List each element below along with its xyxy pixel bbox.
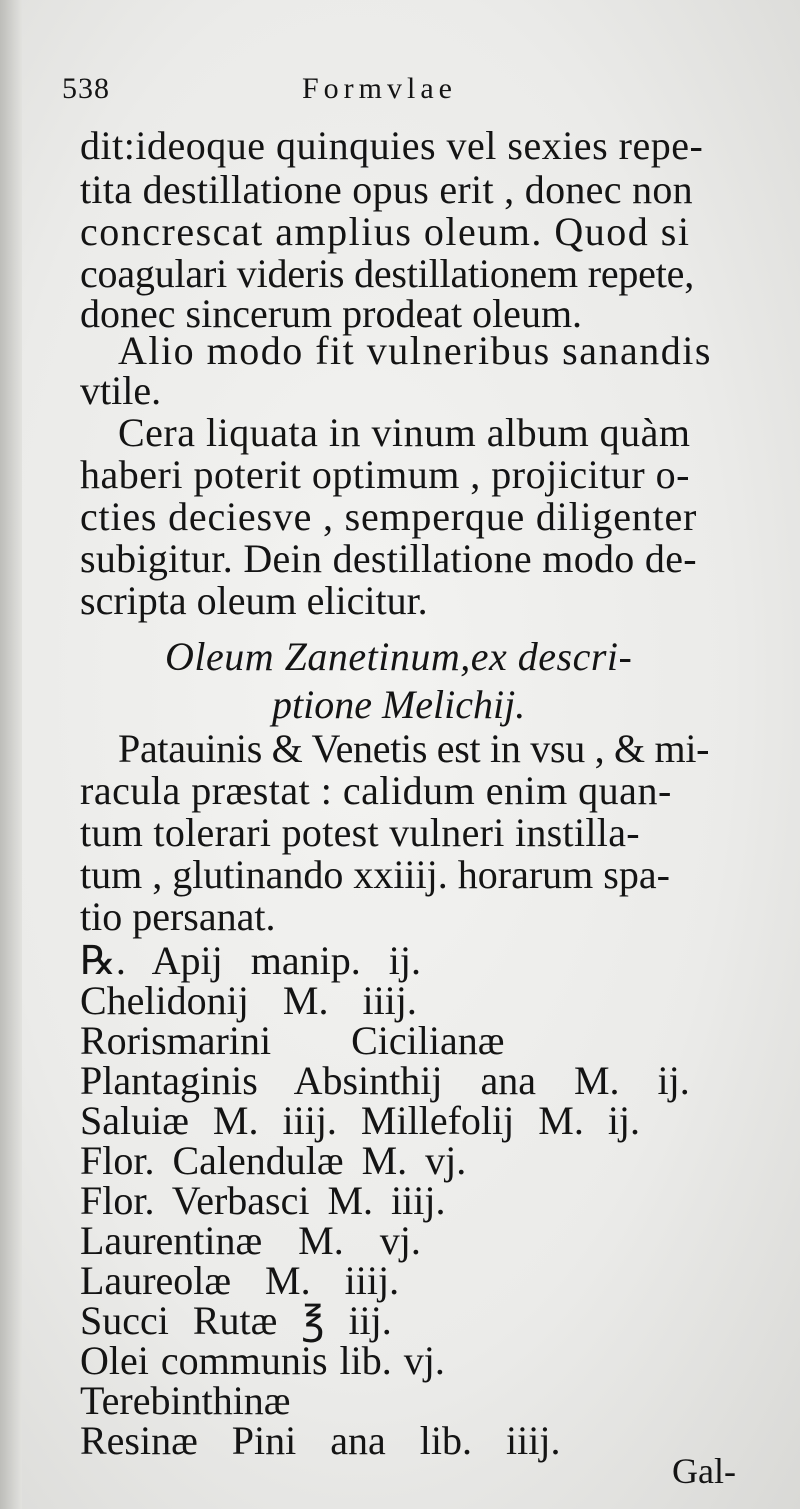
text-line: donec sincerum prodeat oleum.: [80, 291, 583, 336]
recipe-line: Plantaginis Absinthij ana M. ij.: [80, 1058, 690, 1103]
recipe-line: Rorismarini Cicilianæ: [80, 1018, 505, 1063]
recipe-line: Terebinthinæ: [80, 1378, 291, 1423]
text-line: dit:ideoque quinquies vel sexies repe-: [80, 123, 704, 168]
running-title: Formvlae: [302, 72, 457, 105]
text-line: Alio modo fit vulneribus sanandis: [118, 328, 712, 373]
recipe-line: Olei communis lib. vj.: [80, 1338, 445, 1383]
text-line: scripta oleum elicitur.: [80, 578, 428, 623]
recipe-line: Flor. Verbasci M. iiij.: [80, 1178, 446, 1223]
page-number: 538: [62, 72, 110, 105]
recipe-line: Laureolæ M. iiij.: [80, 1258, 400, 1303]
recipe-line: Resinæ Pini ana lib. iiij.: [80, 1418, 561, 1463]
text-line: tita destillatione opus erit , donec non: [80, 167, 693, 212]
text-line: subigitur. Dein destillatione modo de-: [80, 536, 697, 581]
text-line: concrescat amplius oleum. Quod si: [80, 209, 691, 254]
recipe-line: Chelidonij M. iiij.: [80, 978, 417, 1023]
text-line: haberi poterit optimum , projicitur o-: [80, 452, 690, 497]
text-line: vtile.: [80, 368, 162, 413]
recipe-line: Flor. Calendulæ M. vj.: [80, 1138, 467, 1183]
catchword: Gal-: [672, 1451, 736, 1491]
section-heading-line: ptione Melichij.: [272, 682, 526, 727]
recipe-line: Succi Rutæ ℥ iij.: [80, 1298, 392, 1343]
page-gutter-shadow: [0, 0, 22, 1509]
section-heading-line: Oleum Zanetinum,ex descri-: [165, 634, 633, 679]
text-line: racula præstat : calidum enim quan-: [80, 768, 672, 813]
text-line: Cera liquata in vinum album quàm: [118, 410, 691, 455]
recipe-line: Laurentinæ M. vj.: [80, 1218, 421, 1263]
recipe-line: Saluiæ M. iiij. Millefolij M. ij.: [80, 1098, 641, 1143]
text-line: Patauinis & Venetis est in vsu , & mi-: [118, 726, 710, 771]
recipe-line: ℞. Apij manip. ij.: [80, 938, 421, 983]
running-header: [62, 72, 582, 112]
text-line: cties deciesve , semperque diligenter: [80, 494, 698, 539]
text-line: tum , glutinando xxiiij. horarum spa-: [80, 852, 670, 897]
text-line: coagulari videris destillationem repete,: [80, 251, 694, 296]
text-line: tio persanat.: [80, 894, 276, 939]
text-line: tum tolerari potest vulneri instilla-: [80, 810, 640, 855]
